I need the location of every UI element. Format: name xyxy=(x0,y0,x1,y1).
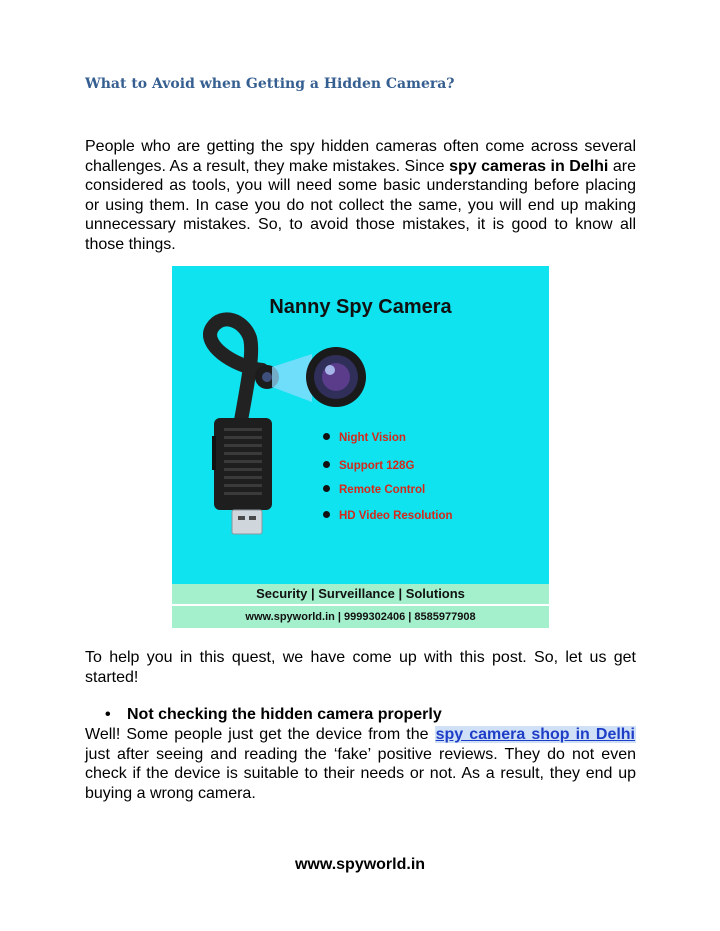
feature-item: Remote Control xyxy=(323,484,425,496)
intro-text-end: are considered as tools, you will need some basic understanding before placing or using them. In case you do not collect the same, you will end up making unnecessary mistakes. So, to avoid those mistakes, it is good to know all those things. xyxy=(85,157,636,253)
bullet-heading-text: Not checking the hidden camera properly xyxy=(127,706,442,723)
feature-item: Support 128G xyxy=(323,460,414,472)
intro-bold-keyword: spy cameras in Delhi xyxy=(449,157,609,175)
feature-item: HD Video Resolution xyxy=(323,510,453,522)
bullet-dot-icon xyxy=(323,433,330,440)
camera-body-icon xyxy=(214,418,272,510)
bullet-dot-icon xyxy=(323,511,330,518)
body-text-start: Well! Some people just get the device from the xyxy=(85,726,435,743)
intro-text-start: People who are getting the spy hidden cameras often come across several challenges. As a result, they make mistakes. Since xyxy=(85,138,636,175)
advert-tagline-band: Security | Surveillance | Solutions xyxy=(172,584,549,604)
advert-contact-band: www.spyworld.in | 9999302406 | 8585977908 xyxy=(172,606,549,628)
bullet-icon: • xyxy=(105,706,111,723)
transition-paragraph: To help you in this quest, we have come up with this post. So, let us get started! xyxy=(85,649,636,686)
footer-website: www.spyworld.in xyxy=(294,856,426,873)
section-heading: What to Avoid when Getting a Hidden Camera? xyxy=(85,76,455,92)
cable-icon xyxy=(210,319,262,426)
feature-item: Night Vision xyxy=(323,432,406,444)
body-paragraph xyxy=(85,725,636,803)
bullet-heading xyxy=(105,705,442,725)
bullet-dot-icon xyxy=(323,461,330,468)
bullet-dot-icon xyxy=(323,485,330,492)
camera-illustration xyxy=(172,266,549,628)
usb-plug-icon xyxy=(232,510,262,534)
body-text-end: just after seeing and reading the ‘fake’ positive reviews. They do not even check if the device is suitable to their needs or not. As a result, they end up buying a wrong camera. xyxy=(85,745,636,802)
advert-title: Nanny Spy Camera xyxy=(269,296,452,318)
intro-paragraph xyxy=(85,137,636,255)
spy-camera-shop-link[interactable]: spy camera shop in Delhi xyxy=(435,726,636,743)
product-advert-image xyxy=(172,266,549,628)
